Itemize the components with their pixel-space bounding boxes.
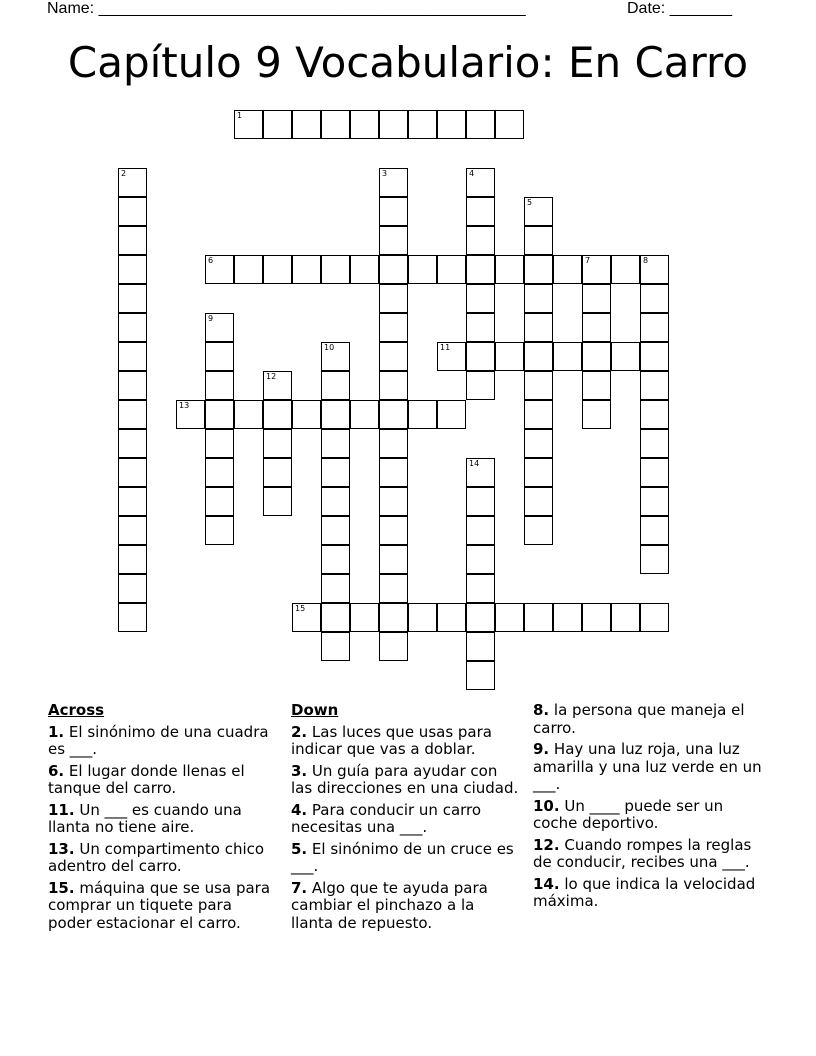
grid-cell[interactable] xyxy=(350,603,379,632)
grid-cell[interactable] xyxy=(379,110,408,139)
grid-cell[interactable] xyxy=(466,371,495,400)
clue-across-11: 11. Un ___ es cuando una llanta no tiene aire. xyxy=(48,800,242,836)
grid-cell[interactable] xyxy=(582,371,611,400)
cell-number: 10 xyxy=(324,343,335,352)
grid-cell[interactable] xyxy=(292,400,321,429)
grid-cell[interactable] xyxy=(582,603,611,632)
grid-cell[interactable] xyxy=(379,255,408,284)
grid-cell[interactable] xyxy=(466,516,495,545)
clue-down-2: 2. Las luces que usas para indicar que vas a doblar. xyxy=(291,722,492,758)
grid-cell[interactable] xyxy=(118,516,147,545)
cell-number: 11 xyxy=(440,343,451,352)
grid-cell[interactable] xyxy=(466,632,495,661)
clue-across-13: 13. Un compartimento chico adentro del carro. xyxy=(48,839,265,875)
grid-cell[interactable] xyxy=(611,342,640,371)
cell-number: 14 xyxy=(469,459,480,468)
grid-cell[interactable] xyxy=(437,603,466,632)
grid-cell[interactable] xyxy=(118,429,147,458)
grid-cell[interactable] xyxy=(524,429,553,458)
grid-cell[interactable] xyxy=(466,313,495,342)
grid-cell[interactable] xyxy=(466,574,495,603)
clue-down-8: 8. la persona que maneja el carro. xyxy=(533,701,745,737)
grid-cell[interactable] xyxy=(524,516,553,545)
grid-cell[interactable] xyxy=(234,110,263,139)
across-clues xyxy=(48,702,278,936)
grid-cell[interactable] xyxy=(263,255,292,284)
cell-number: 1 xyxy=(237,111,243,120)
clue-across-1: 1. El sinónimo de una cuadra es ___. xyxy=(48,722,269,758)
grid-cell[interactable] xyxy=(234,255,263,284)
clue-down-7: 7. Algo que te ayuda para cambiar el pinchazo a la llanta de repuesto. xyxy=(291,878,488,932)
grid-cell[interactable] xyxy=(379,342,408,371)
grid-cell[interactable] xyxy=(524,284,553,313)
grid-cell[interactable] xyxy=(118,255,147,284)
cell-number: 6 xyxy=(208,256,214,265)
cell-number: 7 xyxy=(585,256,591,265)
grid-cell[interactable] xyxy=(466,255,495,284)
grid-cell[interactable] xyxy=(205,371,234,400)
grid-cell[interactable] xyxy=(118,603,147,632)
grid-cell[interactable] xyxy=(640,516,669,545)
clue-across-6: 6. El lugar donde llenas el tanque del carro. xyxy=(48,761,245,797)
grid-cell[interactable] xyxy=(611,255,640,284)
grid-cell[interactable] xyxy=(582,342,611,371)
grid-cell[interactable] xyxy=(379,197,408,226)
cell-number: 15 xyxy=(295,604,306,613)
grid-cell[interactable] xyxy=(466,342,495,371)
grid-cell[interactable] xyxy=(466,661,495,690)
grid-cell[interactable] xyxy=(437,110,466,139)
grid-cell[interactable] xyxy=(205,255,234,284)
grid-cell[interactable] xyxy=(408,400,437,429)
grid-cell[interactable] xyxy=(118,545,147,574)
grid-cell[interactable] xyxy=(118,197,147,226)
grid-cell[interactable] xyxy=(379,458,408,487)
grid-cell[interactable] xyxy=(379,574,408,603)
grid-cell[interactable] xyxy=(379,429,408,458)
grid-cell[interactable] xyxy=(553,603,582,632)
clue-across-15: 15. máquina que se usa para comprar un tiquete para poder estacionar el carro. xyxy=(48,878,271,932)
grid-cell[interactable] xyxy=(640,458,669,487)
cell-number: 13 xyxy=(179,401,190,410)
grid-cell[interactable] xyxy=(263,487,292,516)
grid-cell[interactable] xyxy=(118,371,147,400)
clue-down-12: 12. Cuando rompes la reglas de conducir, recibes una ___. xyxy=(533,835,752,871)
grid-cell[interactable] xyxy=(321,400,350,429)
down-clues-continued xyxy=(533,702,763,915)
grid-cell[interactable] xyxy=(640,487,669,516)
grid-cell[interactable] xyxy=(118,342,147,371)
grid-cell[interactable] xyxy=(321,342,350,371)
grid-cell[interactable] xyxy=(205,458,234,487)
grid-cell[interactable] xyxy=(205,313,234,342)
grid-cell[interactable] xyxy=(524,255,553,284)
grid-cell[interactable] xyxy=(524,603,553,632)
cell-number: 4 xyxy=(469,169,475,178)
grid-cell[interactable] xyxy=(118,458,147,487)
grid-cell[interactable] xyxy=(495,255,524,284)
grid-cell[interactable] xyxy=(466,197,495,226)
grid-cell[interactable] xyxy=(379,487,408,516)
grid-cell[interactable] xyxy=(524,400,553,429)
grid-cell[interactable] xyxy=(582,255,611,284)
grid-cell[interactable] xyxy=(118,400,147,429)
clue-down-4: 4. Para conducir un carro necesitas una ___. xyxy=(291,800,482,836)
grid-cell[interactable] xyxy=(466,487,495,516)
clue-down-5: 5. El sinónimo de un cruce es ___. xyxy=(291,839,514,875)
grid-cell[interactable] xyxy=(379,400,408,429)
grid-cell[interactable] xyxy=(379,603,408,632)
grid-cell[interactable] xyxy=(466,545,495,574)
grid-cell[interactable] xyxy=(321,429,350,458)
grid-cell[interactable] xyxy=(466,603,495,632)
grid-cell[interactable] xyxy=(118,168,147,197)
grid-cell[interactable] xyxy=(640,342,669,371)
cell-number: 3 xyxy=(382,169,388,178)
grid-cell[interactable] xyxy=(379,313,408,342)
grid-cell[interactable] xyxy=(611,603,640,632)
grid-cell[interactable] xyxy=(292,603,321,632)
grid-cell[interactable] xyxy=(205,400,234,429)
grid-cell[interactable] xyxy=(292,255,321,284)
cell-number: 5 xyxy=(527,198,533,207)
grid-cell[interactable] xyxy=(379,516,408,545)
grid-cell[interactable] xyxy=(263,110,292,139)
grid-cell[interactable] xyxy=(495,603,524,632)
cell-number: 2 xyxy=(121,169,127,178)
grid-cell[interactable] xyxy=(524,226,553,255)
grid-cell[interactable] xyxy=(524,487,553,516)
clue-down-3: 3. Un guía para ayudar con las direcciones en una ciudad. xyxy=(291,761,519,797)
grid-cell[interactable] xyxy=(524,458,553,487)
grid-cell[interactable] xyxy=(640,603,669,632)
grid-cell[interactable] xyxy=(379,371,408,400)
grid-cell[interactable] xyxy=(524,371,553,400)
name-line: Name: ________________________________________________ xyxy=(47,0,526,17)
grid-cell[interactable] xyxy=(379,168,408,197)
grid-cell[interactable] xyxy=(640,284,669,313)
grid-cell[interactable] xyxy=(205,487,234,516)
grid-cell[interactable] xyxy=(118,574,147,603)
down-heading: Down xyxy=(291,701,339,719)
grid-cell[interactable] xyxy=(379,284,408,313)
grid-cell[interactable] xyxy=(205,429,234,458)
grid-cell[interactable] xyxy=(379,632,408,661)
grid-cell[interactable] xyxy=(408,255,437,284)
grid-cell[interactable] xyxy=(118,487,147,516)
grid-cell[interactable] xyxy=(553,342,582,371)
grid-cell[interactable] xyxy=(524,313,553,342)
cell-number: 9 xyxy=(208,314,214,323)
grid-cell[interactable] xyxy=(524,197,553,226)
grid-cell[interactable] xyxy=(524,342,553,371)
grid-cell[interactable] xyxy=(321,255,350,284)
grid-cell[interactable] xyxy=(408,603,437,632)
cell-number: 8 xyxy=(643,256,649,265)
grid-cell[interactable] xyxy=(466,110,495,139)
grid-cell[interactable] xyxy=(118,226,147,255)
grid-cell[interactable] xyxy=(466,458,495,487)
clue-down-9: 9. Hay una luz roja, una luz amarilla y una luz verde en un ___. xyxy=(533,740,762,793)
date-line: Date: _______ xyxy=(627,0,732,17)
grid-cell[interactable] xyxy=(350,110,379,139)
grid-cell[interactable] xyxy=(408,110,437,139)
grid-cell[interactable] xyxy=(437,255,466,284)
grid-cell[interactable] xyxy=(640,255,669,284)
grid-cell[interactable] xyxy=(350,400,379,429)
grid-cell[interactable] xyxy=(640,400,669,429)
across-heading: Across xyxy=(48,701,105,719)
grid-cell[interactable] xyxy=(640,371,669,400)
grid-cell[interactable] xyxy=(379,226,408,255)
grid-cell[interactable] xyxy=(582,284,611,313)
grid-cell[interactable] xyxy=(582,400,611,429)
grid-cell[interactable] xyxy=(321,632,350,661)
grid-cell[interactable] xyxy=(321,545,350,574)
page-title: Capítulo 9 Vocabulario: En Carro xyxy=(67,38,749,87)
grid-cell[interactable] xyxy=(321,603,350,632)
grid-cell[interactable] xyxy=(205,342,234,371)
grid-cell[interactable] xyxy=(321,458,350,487)
grid-cell[interactable] xyxy=(466,284,495,313)
grid-cell[interactable] xyxy=(263,371,292,400)
grid-cell[interactable] xyxy=(263,458,292,487)
grid-cell[interactable] xyxy=(582,313,611,342)
grid-cell[interactable] xyxy=(263,429,292,458)
grid-cell[interactable] xyxy=(321,110,350,139)
grid-cell[interactable] xyxy=(321,516,350,545)
grid-cell[interactable] xyxy=(118,313,147,342)
grid-cell[interactable] xyxy=(437,400,466,429)
grid-cell[interactable] xyxy=(321,371,350,400)
grid-cell[interactable] xyxy=(495,110,524,139)
cell-number: 12 xyxy=(266,372,277,381)
grid-cell[interactable] xyxy=(292,110,321,139)
grid-cell[interactable] xyxy=(205,516,234,545)
grid-cell[interactable] xyxy=(176,400,205,429)
grid-cell[interactable] xyxy=(118,284,147,313)
grid-cell[interactable] xyxy=(466,168,495,197)
grid-cell[interactable] xyxy=(234,400,263,429)
grid-cell[interactable] xyxy=(350,255,379,284)
grid-cell[interactable] xyxy=(640,545,669,574)
grid-cell[interactable] xyxy=(263,400,292,429)
grid-cell[interactable] xyxy=(495,342,524,371)
grid-cell[interactable] xyxy=(640,313,669,342)
grid-cell[interactable] xyxy=(379,545,408,574)
clue-down-14: 14. lo que indica la velocidad máxima. xyxy=(533,874,756,910)
grid-cell[interactable] xyxy=(553,255,582,284)
grid-cell[interactable] xyxy=(321,487,350,516)
grid-cell[interactable] xyxy=(321,574,350,603)
grid-cell[interactable] xyxy=(437,342,466,371)
down-clues xyxy=(291,702,521,936)
clue-down-10: 10. Un ____ puede ser un coche deportivo. xyxy=(533,796,724,832)
grid-cell[interactable] xyxy=(466,226,495,255)
grid-cell[interactable] xyxy=(640,429,669,458)
